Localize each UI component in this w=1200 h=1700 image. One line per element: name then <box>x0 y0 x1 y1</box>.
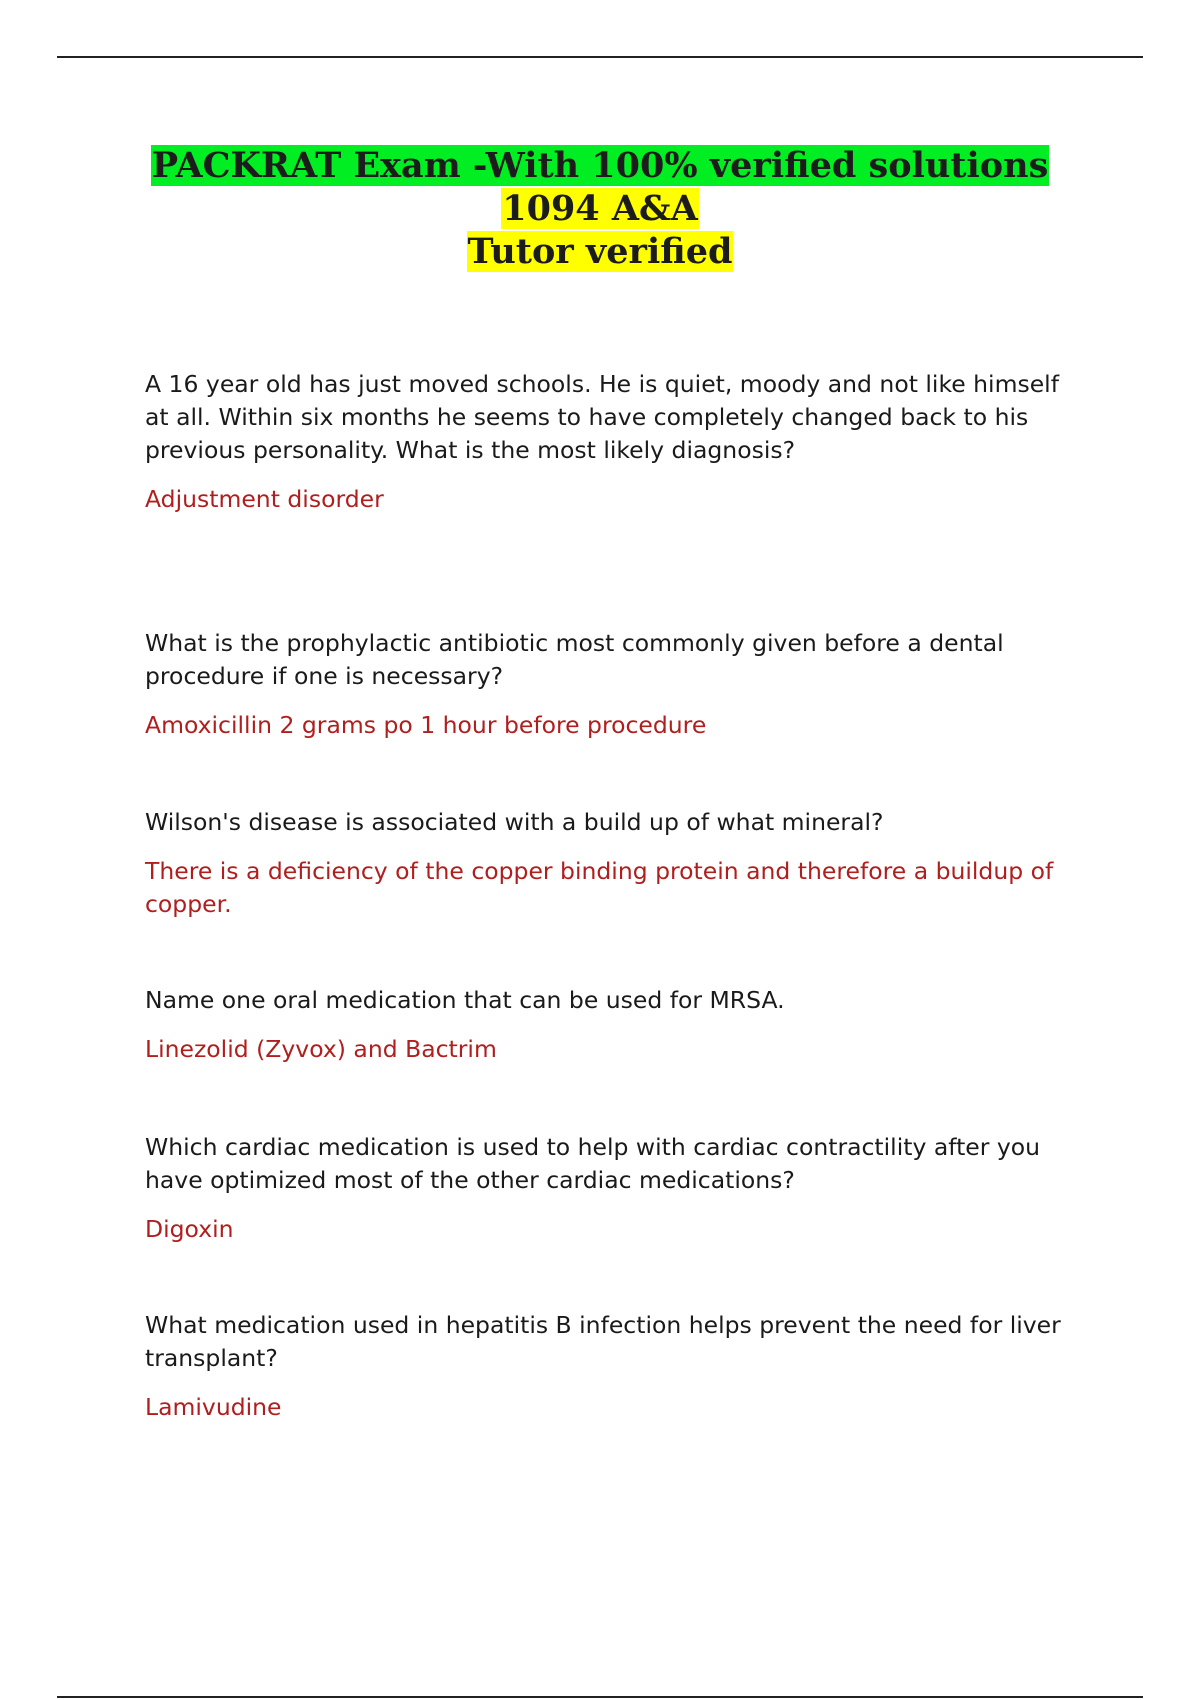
footer-rule <box>57 1696 1143 1698</box>
question-text: What is the prophylactic antibiotic most commonly given before a dental procedure if one is necessary? <box>145 629 1004 690</box>
question-text: What medication used in hepatitis B infection helps prevent the need for liver transplant? <box>145 1311 1061 1372</box>
header-rule <box>57 56 1143 58</box>
answer-text: Amoxicillin 2 grams po 1 hour before procedure <box>145 711 707 739</box>
qa-item-1 <box>145 368 1065 516</box>
qa-item-4 <box>145 984 1065 1066</box>
answer-text: Adjustment disorder <box>145 485 384 513</box>
answer-text: Lamivudine <box>145 1393 282 1421</box>
title-line-1: PACKRAT Exam -With 100% verified solutions <box>151 145 1049 186</box>
question-text: Wilson's disease is associated with a build up of what mineral? <box>145 808 884 836</box>
title-line-2: 1094 A&A <box>502 188 698 229</box>
answer-text: There is a deficiency of the copper binding protein and therefore a buildup of copper. <box>145 857 1054 918</box>
title-line-3: Tutor verified <box>467 231 733 272</box>
question-text: A 16 year old has just moved schools. He is quiet, moody and not like himself at all. Within six months he seems to have completely changed back to his previous personality. What is the most likely diagnosis? <box>145 370 1059 464</box>
qa-item-5 <box>145 1131 1065 1246</box>
qa-item-6 <box>145 1309 1065 1424</box>
question-text: Which cardiac medication is used to help with cardiac contractility after you have optimized most of the other cardiac medications? <box>145 1133 1041 1194</box>
document-title <box>0 144 1200 273</box>
answer-text: Linezolid (Zyvox) and Bactrim <box>145 1035 497 1063</box>
qa-item-2 <box>145 627 1065 742</box>
qa-item-3 <box>145 806 1065 921</box>
answer-text: Digoxin <box>145 1215 234 1243</box>
question-text: Name one oral medication that can be used for MRSA. <box>145 986 785 1014</box>
